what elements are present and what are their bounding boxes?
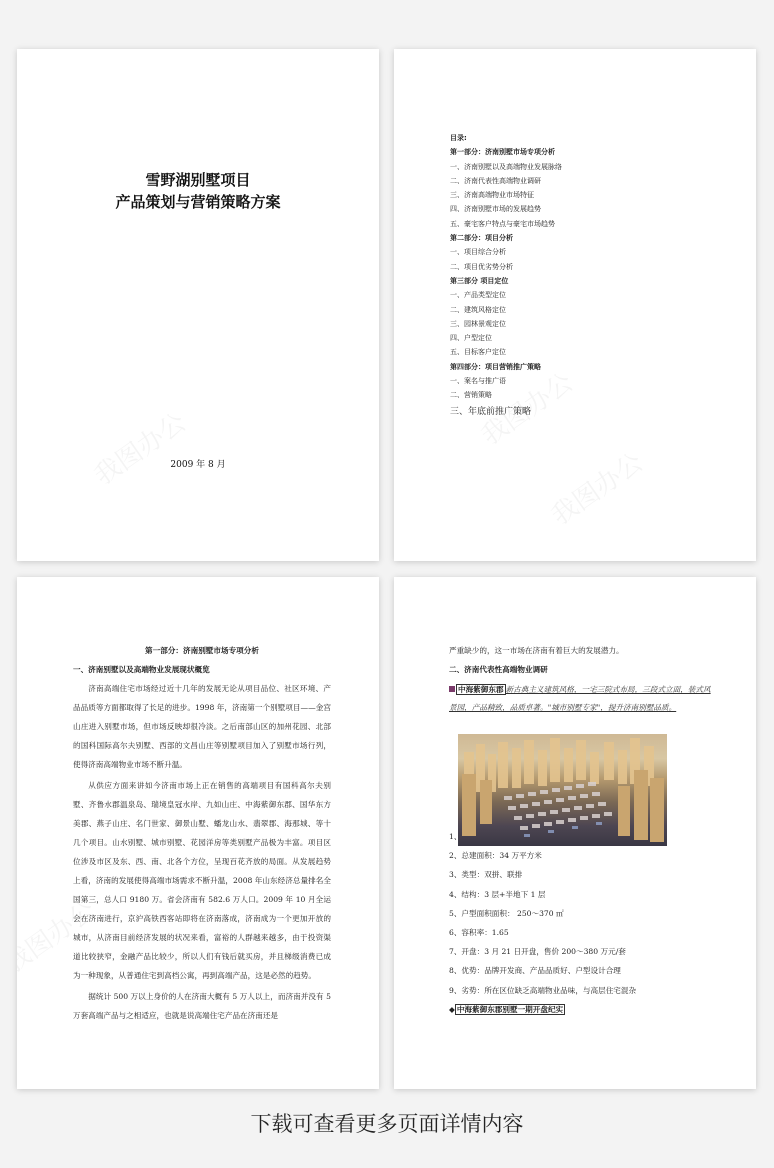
fact-item: 2、总建面积：34 万平方米	[449, 851, 542, 861]
toc-entry: 三、年底前推广策略	[450, 406, 532, 417]
toc-entry: 二、项目优劣势分析	[450, 262, 513, 271]
project-intro	[449, 681, 711, 717]
cover-date: 2009 年 8 月	[170, 460, 226, 470]
fact-item: 4、结构：3 层+半地下 1 层	[449, 889, 546, 899]
toc-entry: 一、产品类型定位	[450, 291, 506, 300]
paragraph: 据统计 500 万以上身价的人在济南大概有 5 万人以上，而济南并没有 5 万套高端产品与之相适应，也就是说高端住宅产品在济南还是	[73, 992, 331, 1020]
toc-entry: 二、营销策略	[450, 391, 492, 400]
watermark	[86, 403, 192, 493]
toc-entry: 三、园林景观定位	[450, 319, 506, 328]
document-page-toc	[394, 49, 756, 561]
fact-item: 6、容积率：1.65	[449, 928, 509, 938]
fact-item: 5、户型面积面积： 250～370 ㎡	[449, 908, 564, 918]
project-description: 新古典主义建筑风格，一宅三院式布局，三段式立面，装式风景园，产品精致，品质卓著。"城市别墅专家"，提升济南别墅品质。	[449, 685, 711, 712]
subsection-heading: 一、济南别墅以及高端物业发展现状概览	[73, 665, 210, 674]
diamond-bullet-icon: ◆	[449, 1004, 455, 1014]
toc-entry: 四、户型定位	[450, 334, 492, 343]
toc-section-heading: 第四部分：项目营销推广策略	[450, 362, 541, 371]
document-page-analysis	[17, 577, 379, 1089]
toc-entry: 二、济南代表性高端物业调研	[450, 176, 541, 185]
subsection-heading: 二、济南代表性高端物业调研	[449, 665, 548, 674]
toc-entry: 五、目标客户定位	[450, 348, 506, 357]
toc-section-heading: 第一部分：济南别墅市场专项分析	[450, 148, 555, 157]
toc-entry: 三、济南高端物业市场特征	[450, 191, 534, 200]
launch-report-link[interactable]: 中海紫御东郡别墅一期开盘纪实	[456, 1004, 564, 1014]
paragraph: 从供应方面来讲如今济南市场上正在销售的高端项目有国科高尔夫别墅、齐鲁水郡温泉岛、瑞境皇冠水岸、九如山庄、中海紫御东郡、国华东方美郡、燕子山庄、名门世家、御景山墅、蟠龙山水、翡翠郡、海那城、等十几个项目。山水别墅、城市别墅、花园洋房等类别墅产品极为丰富。项目区位涉及市区及东、西、南、北各个方位，呈现百花齐放的局面。从发展趋势上看，济南的发展使得高端市场需求不断升温，2008 年山东经济总量排名全国第三，总人口 9180 万。省会济南有 582.6 万人口。2009 年 10 月全运会在济南进行，京沪高铁西客站即将在济南落成，济南成为一个更加开放的城市，从济南目前经济发展的状况来看，富裕的人群越来越多，由于投资渠道比较狭窄，金融产品比较少，所以人们有钱后就买房，并且梯级消费已成为一种现象，从普通住宅到高档公寓，再到高端产品，这是必然的趋势。	[73, 781, 331, 980]
toc-entry: 一、济南别墅以及高端物业发展脉络	[450, 162, 562, 171]
document-page-project	[394, 577, 756, 1089]
launch-report-item	[449, 1000, 739, 1019]
cover-title-line2: 产品策划与营销策略方案	[115, 193, 281, 211]
document-page-cover	[17, 49, 379, 561]
toc-section-heading: 第三部分 项目定位	[450, 276, 509, 285]
toc-entry: 四、济南别墅市场的发展趋势	[450, 205, 541, 214]
toc-section-heading: 目录:	[450, 134, 467, 142]
toc-entry: 二、建筑风格定位	[450, 305, 506, 314]
toc-entry: 五、豪宅客户特点与豪宅市场趋势	[450, 219, 555, 228]
fact-item: 9、劣势：所在区位缺乏高端物业品味，与高层住宅混杂	[449, 985, 637, 995]
toc-entry: 一、项目综合分析	[450, 248, 506, 257]
paragraph: 济南高端住宅市场经过近十几年的发展无论从项目品位、社区环境、产品品质等方面都取得了长足的进步。1998 年，济南第一个别墅项目——金宫山庄进入别墅市场，但市场反映却很冷淡。之后南部山区的加州花园、北部的国科国际高尔夫别墅、西部的文昌山庄等别墅项目加入了别墅市场行列，使得济南高端物业市场不断升温。	[73, 684, 331, 769]
fact-item: 8、优势：品牌开发商、产品品质好、户型设计合理	[449, 966, 621, 976]
page-body	[449, 641, 711, 717]
download-more-caption: 下载可查看更多页面详情内容	[250, 1112, 524, 1136]
fact-item: 1、	[449, 832, 462, 841]
section-heading: 第一部分：济南别墅市场专项分析	[145, 646, 259, 655]
watermark	[543, 443, 649, 533]
project-facts-list	[449, 827, 739, 1019]
bullet-square-icon	[449, 686, 455, 692]
table-of-contents	[450, 131, 740, 422]
continuation-text: 严重缺少的，这一市场在济南有着巨大的发展潜力。	[449, 646, 624, 655]
toc-entry: 一、案名与推广语	[450, 377, 506, 386]
page-body	[73, 641, 331, 1027]
fact-item: 7、开盘：3 月 21 日开盘，售价 200～380 万元/套	[449, 947, 626, 957]
project-name: 中海紫御东郡	[458, 685, 504, 694]
toc-section-heading: 第二部分：项目分析	[450, 234, 513, 243]
fact-item: 3、类型：双拼、联排	[449, 870, 523, 880]
cover-title-line1: 雪野湖别墅项目	[145, 171, 251, 189]
